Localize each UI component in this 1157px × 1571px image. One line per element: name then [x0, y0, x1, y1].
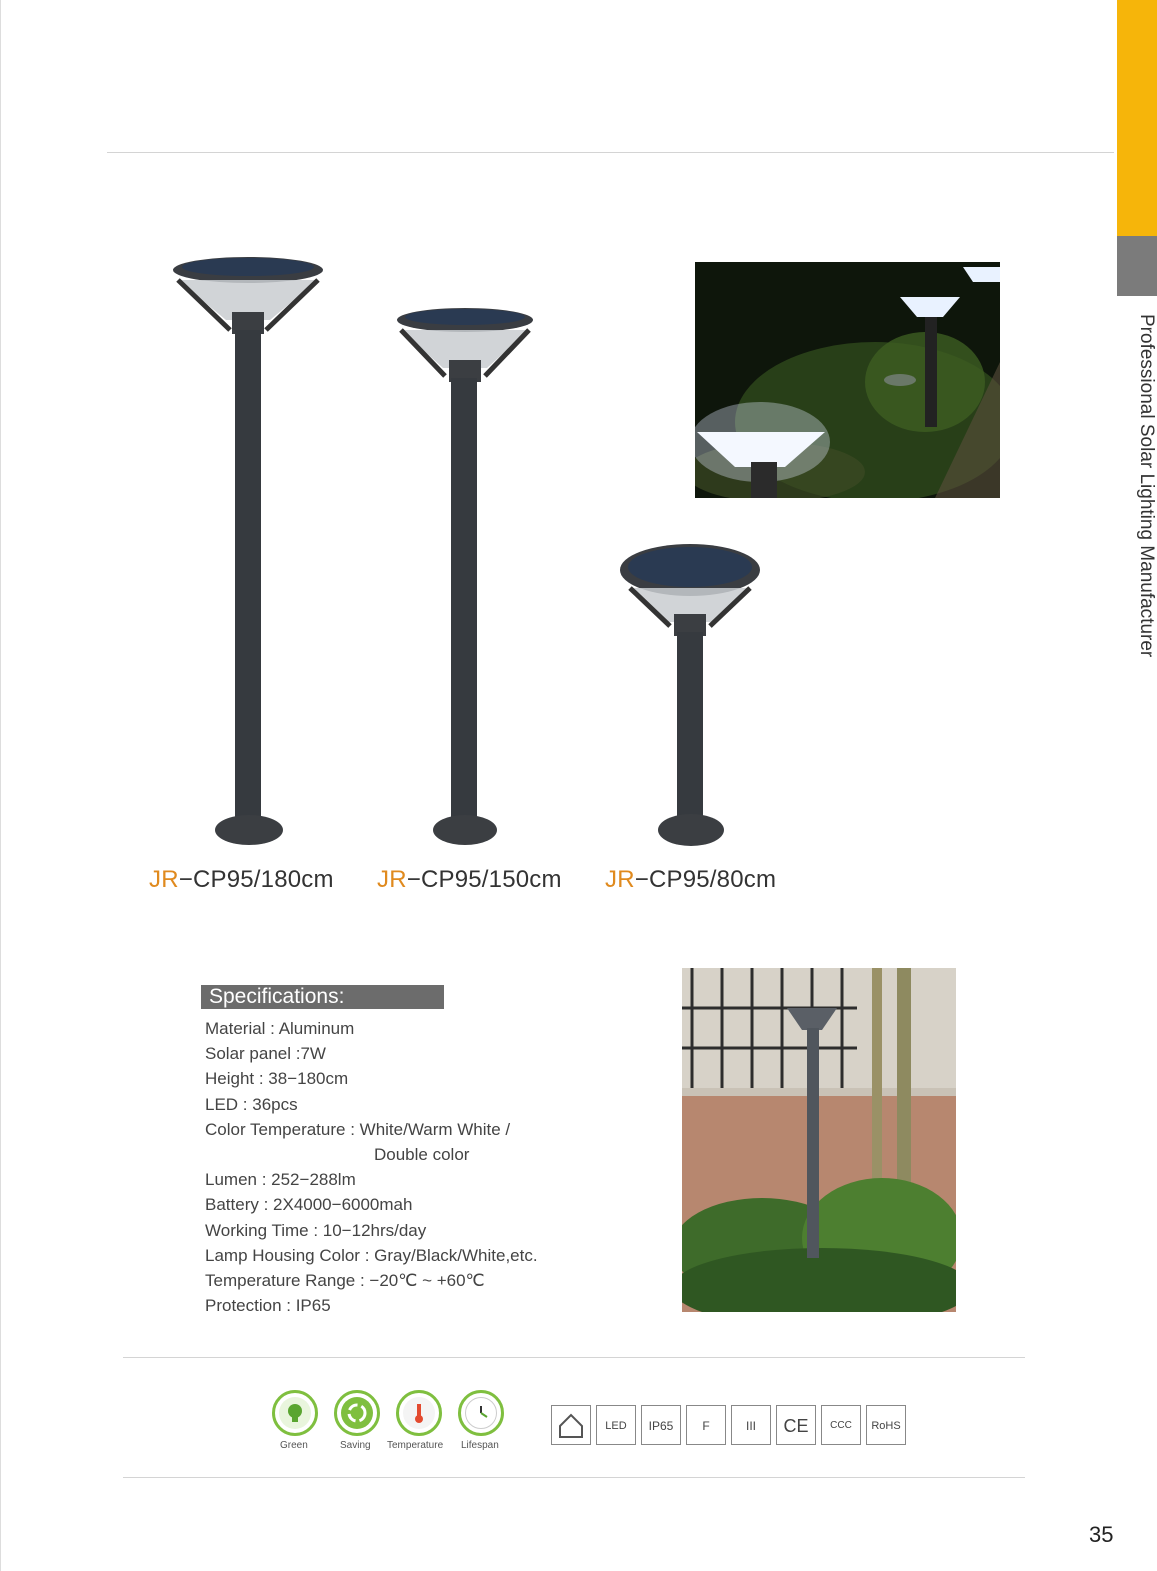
lamp-180cm-image: [160, 250, 340, 850]
sidebar-gray-bar: [1117, 236, 1157, 296]
ce-mark-icon: CE: [776, 1405, 816, 1445]
spec-item: Material : Aluminum: [205, 1019, 355, 1038]
sidebar-accent-bar: [1117, 0, 1157, 236]
sidebar-tagline: Professional Solar Lighting Manufacturer: [1136, 314, 1157, 658]
indoor-outdoor-icon: [551, 1405, 591, 1445]
ip65-icon: IP65: [641, 1405, 681, 1445]
spec-item: Lamp Housing Color : Gray/Black/White,etc.: [205, 1245, 538, 1265]
specifications-title: Specifications:: [201, 985, 444, 1009]
top-divider: [107, 152, 1114, 153]
model-label-150: JR−CP95/150cm: [377, 866, 562, 893]
recycle-icon: [334, 1390, 380, 1436]
garden-scene-photo: [682, 968, 956, 1312]
night-scene-photo: [695, 262, 1000, 498]
feature-label: Temperature: [387, 1440, 444, 1451]
model-label-80: JR−CP95/80cm: [605, 866, 777, 893]
spec-item: Protection : IP65: [205, 1296, 331, 1316]
clock-icon: [458, 1390, 504, 1436]
bottom-divider: [123, 1477, 1025, 1478]
ccc-mark-icon: CCC: [821, 1405, 861, 1445]
spec-item: Height : 38−180cm: [205, 1069, 349, 1089]
spec-item: Color Temperature : White/Warm White /: [205, 1119, 511, 1139]
spec-item: LED : 36pcs: [205, 1094, 298, 1114]
rohs-icon: RoHS: [866, 1405, 906, 1445]
f-mark-icon: F: [686, 1405, 726, 1445]
spec-item: Solar panel :7W: [205, 1044, 326, 1064]
feature-label: Green: [280, 1440, 308, 1451]
bulb-leaf-icon: [272, 1390, 318, 1436]
spec-item: Double color: [374, 1145, 470, 1165]
middle-divider: [123, 1357, 1025, 1358]
specifications-list: [205, 1016, 538, 1318]
spec-item: Lumen : 252−288lm: [205, 1170, 356, 1190]
spec-item: Battery : 2X4000−6000mah: [205, 1195, 413, 1215]
feature-label: Lifespan: [461, 1440, 499, 1451]
spec-item: Working Time : 10−12hrs/day: [205, 1220, 427, 1240]
page-number: 35: [1089, 1522, 1114, 1547]
lamp-150cm-image: [383, 300, 563, 850]
led-icon: LED: [596, 1405, 636, 1445]
lamp-80cm-image: [610, 540, 770, 850]
model-label-180: JR−CP95/180cm: [149, 866, 334, 893]
spec-item: Temperature Range : −20℃ ~ +60℃: [205, 1271, 485, 1291]
thermometer-icon: [396, 1390, 442, 1436]
page-left-border: [0, 0, 1, 1571]
feature-label: Saving: [340, 1440, 371, 1451]
class-iii-icon: III: [731, 1405, 771, 1445]
